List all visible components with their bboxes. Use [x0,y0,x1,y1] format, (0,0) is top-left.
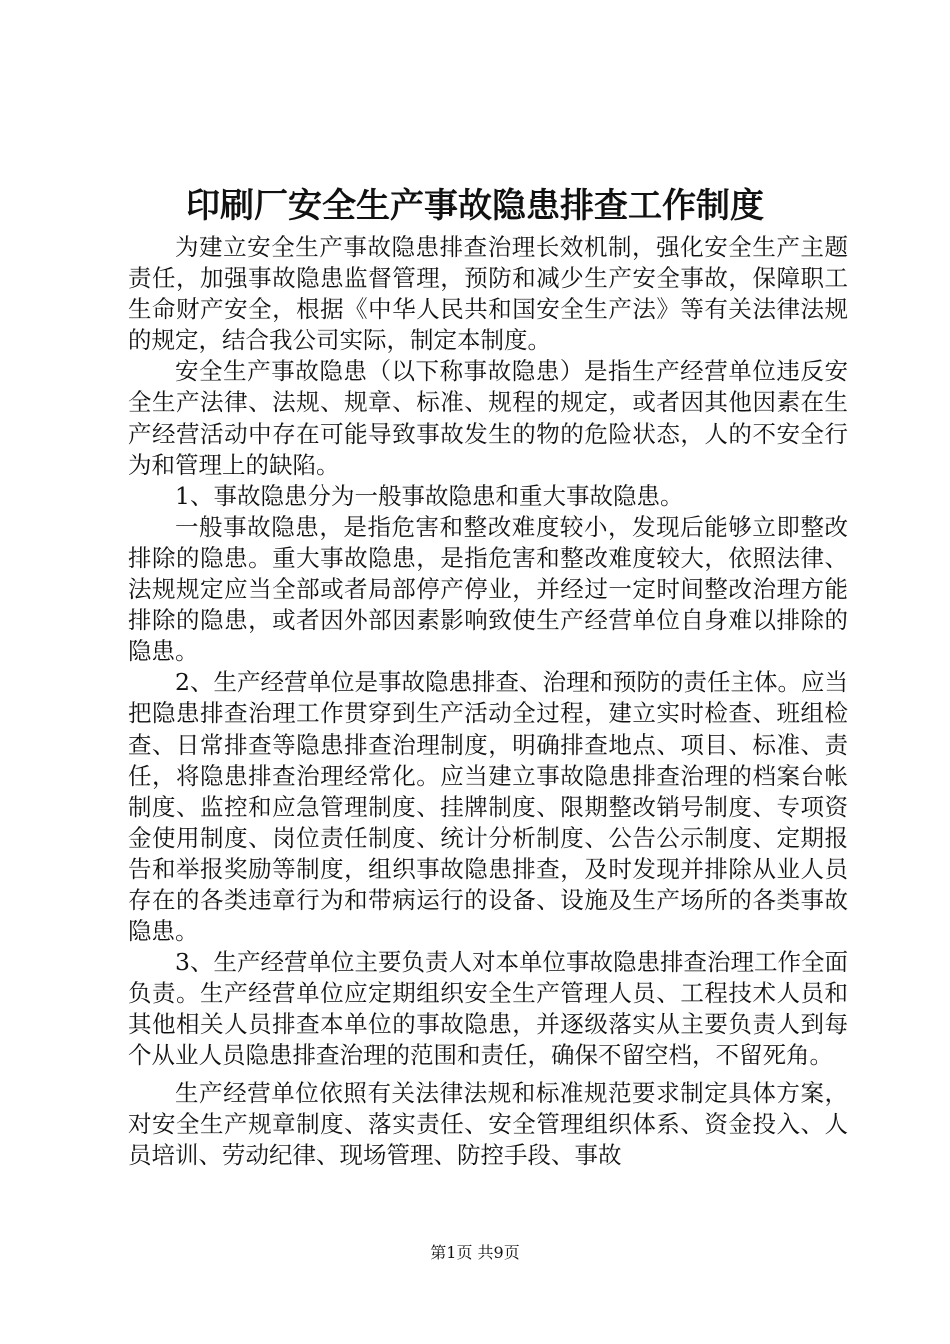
document-body [128,232,848,1171]
paragraph-item-3: 3、生产经营单位主要负责人对本单位事故隐患排查治理工作全面负责。生产经营单位应定期组织安全生产管理人员、工程技术人员和其他相关人员排查本单位的事故隐患，并逐级落实从主要负责人到每个从业人员隐患排查治理的范围和责任，确保不留空档，不留死角。 [128,948,848,1070]
document-title: 印刷厂安全生产事故隐患排查工作制度 [186,186,764,226]
paragraph-definition: 安全生产事故隐患（以下称事故隐患）是指生产经营单位违反安全生产法律、法规、规章、标准、规程的规定，或者因其他因素在生产经营活动中存在可能导致事故发生的物的危险状态，人的不安全行为和管理上的缺陷。 [128,357,848,479]
paragraph-item-1: 1、事故隐患分为一般事故隐患和重大事故隐患。 [175,481,684,510]
paragraph-item-2: 2、生产经营单位是事故隐患排查、治理和预防的责任主体。应当把隐患排查治理工作贯穿到生产活动全过程，建立实时检查、班组检查、日常排查等隐患排查治理制度，明确排查地点、项目、标准、责任，将隐患排查治理经常化。应当建立事故隐患排查治理的档案台帐制度、监控和应急管理制度、挂牌制度、限期整改销号制度、专项资金使用制度、岗位责任制度、统计分析制度、公告公示制度、定期报告和举报奖励等制度，组织事故隐患排查，及时发现并排除从业人员存在的各类违章行为和带病运行的设备、设施及生产场所的各类事故隐患。 [128,668,848,946]
paragraph-hazard-types: 一般事故隐患，是指危害和整改难度较小，发现后能够立即整改排除的隐患。重大事故隐患，是指危害和整改难度较大，依照法律、法规规定应当全部或者局部停产停业，并经过一定时间整改治理方能排除的隐患，或者因外部因素影响致使生产经营单位自身难以排除的隐患。 [128,512,848,666]
paragraph-implementation: 生产经营单位依照有关法律法规和标准规范要求制定具体方案，对安全生产规章制度、落实责任、安全管理组织体系、资金投入、人员培训、劳动纪律、现场管理、防控手段、事故 [128,1078,848,1169]
paragraph-intro: 为建立安全生产事故隐患排查治理长效机制，强化安全生产主题责任，加强事故隐患监督管理，预防和减少生产安全事故，保障职工生命财产安全，根据《中华人民共和国安全生产法》等有关法律法规的规定，结合我公司实际，制定本制度。 [128,233,848,355]
page-footer: 第1页 共9页 [430,1243,520,1262]
